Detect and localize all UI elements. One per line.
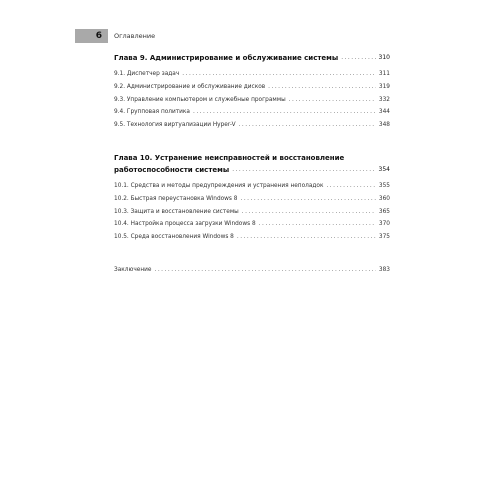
section-title: 10.1. Средства и методы предупреждения и устранения неполадок — [114, 182, 324, 189]
toc-chapter-10-title-line1[interactable]: Глава 10. Устранение неисправностей и восстановление — [114, 153, 345, 162]
table-of-contents — [114, 52, 390, 277]
toc-section-10-2[interactable] — [114, 193, 390, 206]
conclusion-title: Заключение — [114, 266, 152, 273]
section-page: 360 — [378, 195, 390, 202]
dot-leader — [259, 218, 376, 231]
section-page: 370 — [378, 221, 390, 228]
toc-section-9-2[interactable] — [114, 81, 390, 94]
toc-section-9-3[interactable] — [114, 94, 390, 107]
toc-chapter-9[interactable] — [114, 52, 390, 64]
dot-leader — [341, 52, 375, 64]
dot-leader — [326, 180, 375, 193]
section-title: 10.2. Быстрая переустановка Windows 8 — [114, 195, 238, 202]
dot-leader — [232, 164, 375, 176]
section-title: 9.4. Групповая политика — [114, 109, 190, 116]
section-title: 10.3. Защита и восстановление системы — [114, 208, 239, 215]
toc-chapter-10[interactable] — [114, 164, 390, 176]
dot-leader — [239, 119, 376, 132]
dot-leader — [154, 264, 375, 277]
page-number: 6 — [75, 29, 108, 43]
chapter-title: работоспособности системы — [114, 165, 230, 174]
section-page: 348 — [378, 122, 390, 129]
section-title: 10.4. Настройка процесса загрузки Windows 8 — [114, 221, 256, 228]
dot-leader — [237, 231, 376, 244]
chapter-page: 354 — [378, 165, 390, 173]
section-page: 355 — [378, 182, 390, 189]
dot-leader — [289, 94, 376, 107]
section-title: 9.2. Администрирование и обслуживание дисков — [114, 83, 266, 90]
section-title: 10.5. Среда восстановления Windows 8 — [114, 234, 234, 241]
toc-section-10-5[interactable] — [114, 231, 390, 244]
running-title: Оглавление — [114, 32, 156, 40]
toc-section-9-5[interactable] — [114, 119, 390, 132]
dot-leader — [182, 68, 376, 81]
toc-section-10-3[interactable] — [114, 206, 390, 219]
toc-section-10-4[interactable] — [114, 218, 390, 231]
section-title: 9.5. Технология виртуализации Hyper-V — [114, 122, 236, 129]
section-page: 311 — [378, 71, 390, 77]
section-page: 375 — [378, 234, 390, 241]
dot-leader — [242, 206, 376, 219]
dot-leader — [240, 193, 375, 206]
chapter-page: 310 — [378, 54, 390, 61]
section-page: 332 — [378, 96, 390, 103]
section-page: 365 — [378, 208, 390, 215]
toc-conclusion[interactable] — [114, 264, 390, 277]
dot-leader — [268, 81, 376, 94]
running-header — [0, 29, 500, 43]
section-page: 319 — [378, 83, 390, 90]
section-title: 9.3. Управление компьютером и служебные программы — [114, 96, 286, 103]
section-title: 9.1. Диспетчер задач — [114, 71, 180, 77]
section-page: 344 — [378, 109, 390, 116]
conclusion-page: 383 — [378, 266, 390, 273]
dot-leader — [193, 106, 376, 119]
toc-section-9-4[interactable] — [114, 106, 390, 119]
toc-section-10-1[interactable] — [114, 180, 390, 193]
toc-section-9-1[interactable] — [114, 68, 390, 81]
chapter-title: Глава 9. Администрирование и обслуживание системы — [114, 54, 339, 62]
